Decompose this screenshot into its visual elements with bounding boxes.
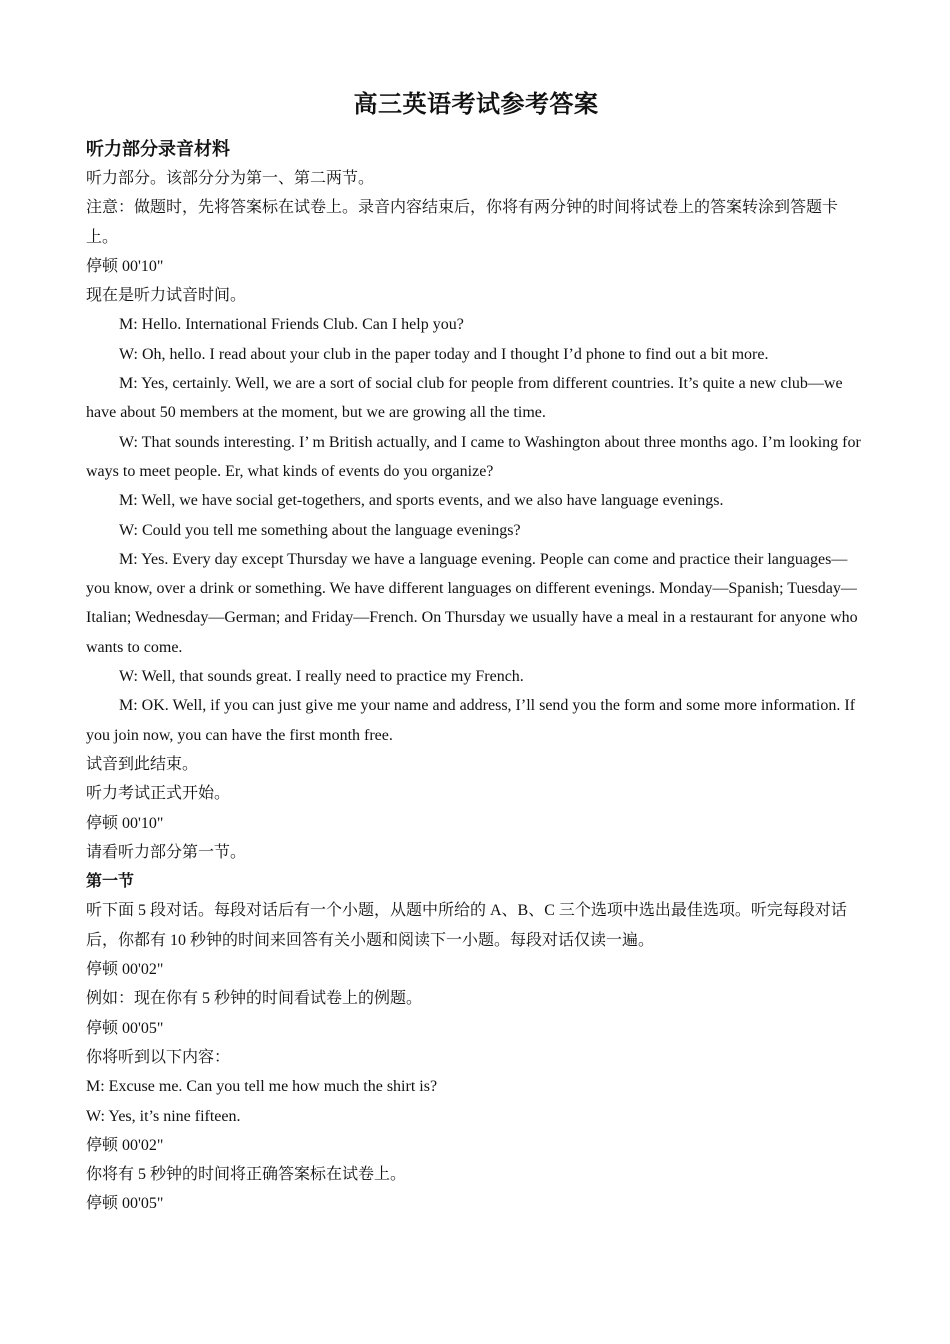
dialogue-line: W: Well, that sounds great. I really need to practice my French. [119, 668, 524, 686]
dialogue-line: M: Yes. Every day except Thursday we have a language evening. People can come and practice their languages—you know, over a drink or something. We have different languages on different evenings. Monday—Spanish; Tuesday—Italian; Wednesday—German; and Friday—French. On Thursday we usually have a meal in a restaurant for anyone who wants to come. [86, 550, 858, 656]
part-one-line: 停顿 00'05" [86, 1019, 164, 1037]
part-one-line: 例如：现在你有 5 秒钟的时间看试卷上的例题。 [86, 990, 423, 1008]
instruction-line: 停顿 00'10" [86, 814, 164, 832]
document-page [86, 88, 866, 1219]
instruction-line: 试音到此结束。 [86, 755, 199, 773]
intro-line: 注意：做题时，先将答案标在试卷上。录音内容结束后，你将有两分钟的时间将试卷上的答案转涂到答题卡上。 [86, 199, 839, 246]
dialogue-line: M: Hello. International Friends Club. Can I help you? [119, 316, 464, 334]
intro-line: 现在是听力试音时间。 [86, 287, 247, 305]
part-one-line: W: Yes, it’s nine fifteen. [86, 1107, 241, 1125]
dialogue-line: M: Yes, certainly. Well, we are a sort of social club for people from different countries. It’s quite a new club—we have about 50 members at the moment, but we are growing all the time. [86, 375, 843, 422]
intro-line: 听力部分。该部分分为第一、第二两节。 [86, 170, 375, 187]
part-one-line: 停顿 00'02" [86, 1136, 164, 1154]
dialogue-line: M: OK. Well, if you can just give me your name and address, I’ll send you the form and some more information. If you join now, you can have the first month free. [86, 697, 856, 744]
dialogue-line: M: Well, we have social get-togethers, and sports events, and we also have language evenings. [119, 492, 724, 510]
part-one-line: 你将听到以下内容： [86, 1048, 231, 1066]
dialogue-line: W: Oh, hello. I read about your club in the paper today and I thought I’d phone to find out a bit more. [119, 345, 769, 363]
instruction-line: 请看听力部分第一节。 [86, 843, 247, 861]
instruction-line: 听力考试正式开始。 [86, 785, 231, 803]
part-one-heading: 第一节 [86, 873, 135, 891]
part-one-line: M: Excuse me. Can you tell me how much the shirt is? [86, 1078, 438, 1096]
part-one-line: 听下面 5 段对话。每段对话后有一个小题，从题中所给的 A、B、C 三个选项中选出最佳选项。听完每段对话后，你都有 10 秒钟的时间来回答有关小题和阅读下一小题。每段对话仅读一遍。 [86, 902, 847, 949]
part-one-line: 停顿 00'02" [86, 961, 164, 979]
dialogue-line: W: Could you tell me something about the language evenings? [119, 521, 521, 539]
dialogue-line: W: That sounds interesting. I’ m British actually, and I came to Washington about three months ago. I’m looking for ways to meet people. Er, what kinds of events do you organize? [86, 433, 861, 480]
part-one-line: 你将有 5 秒钟的时间将正确答案标在试卷上。 [86, 1166, 407, 1184]
section-heading: 听力部分录音材料 [86, 139, 230, 159]
intro-line: 停顿 00'10" [86, 257, 164, 275]
document-title: 高三英语考试参考答案 [353, 92, 599, 118]
part-one-line: 停顿 00'05" [86, 1195, 164, 1213]
